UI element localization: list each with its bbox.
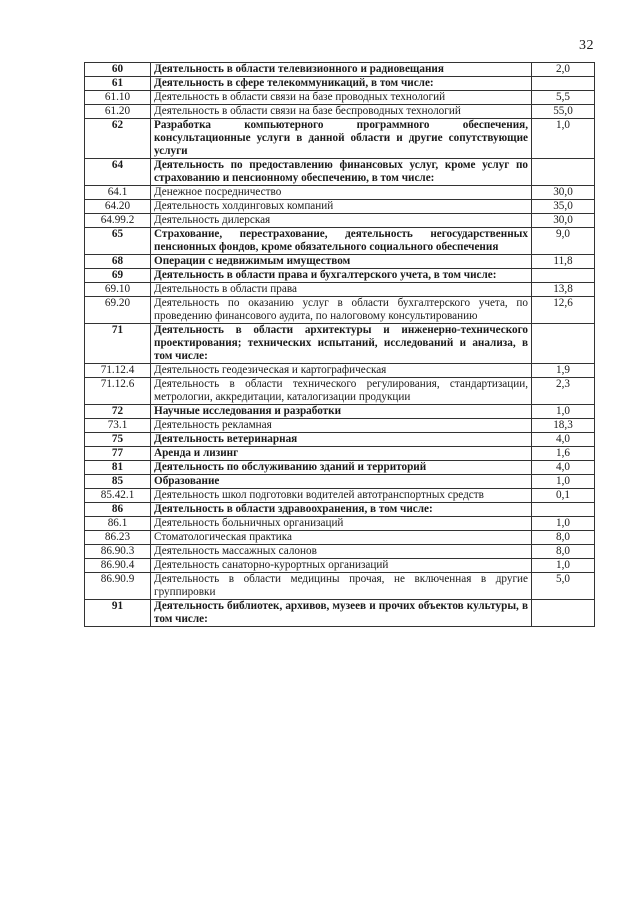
activity-description: Деятельность в сфере телекоммуникаций, в том числе: — [151, 77, 532, 91]
page-number: 32 — [579, 38, 594, 53]
activity-value — [532, 503, 595, 517]
activity-value: 1,0 — [532, 517, 595, 531]
activity-code: 64.1 — [85, 186, 151, 200]
activity-code: 61.10 — [85, 91, 151, 105]
activity-description: Деятельность санаторно-курортных организаций — [151, 559, 532, 573]
activity-code: 86.23 — [85, 531, 151, 545]
activity-value: 1,6 — [532, 447, 595, 461]
activity-value — [532, 77, 595, 91]
activity-value: 5,0 — [532, 573, 595, 600]
activity-value: 4,0 — [532, 433, 595, 447]
activity-description: Деятельность в области технического регулирования, стандартизации, метрологии, аккредитации, каталогизации продукции — [151, 378, 532, 405]
activity-value: 8,0 — [532, 531, 595, 545]
activity-description: Деятельность ветеринарная — [151, 433, 532, 447]
activity-code: 64.20 — [85, 200, 151, 214]
table-row — [85, 297, 595, 324]
activity-description: Деятельность в области связи на базе беспроводных технологий — [151, 105, 532, 119]
table-row — [85, 461, 595, 475]
activity-description: Деятельность школ подготовки водителей автотранспортных средств — [151, 489, 532, 503]
activity-code: 65 — [85, 228, 151, 255]
table-row — [85, 531, 595, 545]
table-row — [85, 200, 595, 214]
activity-code: 86.90.9 — [85, 573, 151, 600]
table-row — [85, 119, 595, 159]
activity-description: Деятельность в области телевизионного и радиовещания — [151, 63, 532, 77]
activity-code: 71.12.4 — [85, 364, 151, 378]
activity-description: Деятельность по оказанию услуг в области бухгалтерского учета, по проведению финансового аудита, по налоговому консультированию — [151, 297, 532, 324]
table-row — [85, 269, 595, 283]
activity-value: 2,0 — [532, 63, 595, 77]
activity-value — [532, 159, 595, 186]
activity-code: 69.20 — [85, 297, 151, 324]
activity-value: 1,0 — [532, 475, 595, 489]
activity-code: 71 — [85, 324, 151, 364]
table-row — [85, 255, 595, 269]
activity-code: 81 — [85, 461, 151, 475]
table-body — [85, 63, 595, 627]
table-row — [85, 105, 595, 119]
activity-code: 91 — [85, 600, 151, 627]
activity-code: 60 — [85, 63, 151, 77]
table-row — [85, 573, 595, 600]
activity-code: 64 — [85, 159, 151, 186]
activity-description: Деятельность в области права — [151, 283, 532, 297]
table-row — [85, 545, 595, 559]
table-row — [85, 228, 595, 255]
activity-code: 86.90.3 — [85, 545, 151, 559]
activity-code: 85.42.1 — [85, 489, 151, 503]
table-row — [85, 186, 595, 200]
activity-description: Деятельность по предоставлению финансовых услуг, кроме услуг по страхованию и пенсионному обеспечению, в том числе: — [151, 159, 532, 186]
activity-code: 61.20 — [85, 105, 151, 119]
activity-value: 1,0 — [532, 405, 595, 419]
activity-value: 8,0 — [532, 545, 595, 559]
activity-value: 1,0 — [532, 559, 595, 573]
activity-code: 73.1 — [85, 419, 151, 433]
activity-value: 55,0 — [532, 105, 595, 119]
activity-value: 11,8 — [532, 255, 595, 269]
activity-code: 86 — [85, 503, 151, 517]
activity-code: 61 — [85, 77, 151, 91]
table-row — [85, 559, 595, 573]
activity-description: Деятельность в области здравоохранения, в том числе: — [151, 503, 532, 517]
activity-value: 30,0 — [532, 186, 595, 200]
activity-description: Деятельность библиотек, архивов, музеев и прочих объектов культуры, в том числе: — [151, 600, 532, 627]
activity-value: 4,0 — [532, 461, 595, 475]
activity-description: Денежное посредничество — [151, 186, 532, 200]
activity-code: 69.10 — [85, 283, 151, 297]
activity-value: 0,1 — [532, 489, 595, 503]
activity-code: 64.99.2 — [85, 214, 151, 228]
activity-description: Научные исследования и разработки — [151, 405, 532, 419]
activity-value: 9,0 — [532, 228, 595, 255]
activity-value: 1,0 — [532, 119, 595, 159]
activity-value — [532, 600, 595, 627]
table-row — [85, 405, 595, 419]
activity-description: Деятельность в области связи на базе проводных технологий — [151, 91, 532, 105]
table-row — [85, 159, 595, 186]
table-row — [85, 433, 595, 447]
table-row — [85, 364, 595, 378]
table-row — [85, 324, 595, 364]
activity-description: Деятельность рекламная — [151, 419, 532, 433]
table-row — [85, 600, 595, 627]
activity-description: Страхование, перестрахование, деятельность негосударственных пенсионных фондов, кроме обязательного социального обеспечения — [151, 228, 532, 255]
activity-description: Деятельность по обслуживанию зданий и территорий — [151, 461, 532, 475]
activity-value: 5,5 — [532, 91, 595, 105]
activity-value: 12,6 — [532, 297, 595, 324]
activity-value: 1,9 — [532, 364, 595, 378]
activity-value: 18,3 — [532, 419, 595, 433]
table-row — [85, 503, 595, 517]
table-row — [85, 475, 595, 489]
activity-description: Деятельность в области архитектуры и инженерно-технического проектирования; технических испытаний, исследований и анализа, в том числе: — [151, 324, 532, 364]
table-row — [85, 283, 595, 297]
activity-description: Деятельность больничных организаций — [151, 517, 532, 531]
activity-description: Деятельность дилерская — [151, 214, 532, 228]
activity-code: 75 — [85, 433, 151, 447]
activity-description: Образование — [151, 475, 532, 489]
table-row — [85, 63, 595, 77]
table-row — [85, 214, 595, 228]
activity-description: Деятельность геодезическая и картографическая — [151, 364, 532, 378]
activity-description: Деятельность в области права и бухгалтерского учета, в том числе: — [151, 269, 532, 283]
table-row — [85, 489, 595, 503]
activity-value: 30,0 — [532, 214, 595, 228]
activity-code: 77 — [85, 447, 151, 461]
table-row — [85, 419, 595, 433]
activity-value — [532, 269, 595, 283]
table-row — [85, 77, 595, 91]
activity-description: Деятельность в области медицины прочая, не включенная в другие группировки — [151, 573, 532, 600]
table-row — [85, 517, 595, 531]
activity-description: Стоматологическая практика — [151, 531, 532, 545]
activity-value — [532, 324, 595, 364]
table-row — [85, 91, 595, 105]
activity-code: 69 — [85, 269, 151, 283]
activity-table — [84, 62, 595, 627]
activity-description: Операции с недвижимым имуществом — [151, 255, 532, 269]
activity-code: 68 — [85, 255, 151, 269]
activity-code: 72 — [85, 405, 151, 419]
activity-value: 13,8 — [532, 283, 595, 297]
table-row — [85, 378, 595, 405]
activity-code: 86.90.4 — [85, 559, 151, 573]
activity-value: 35,0 — [532, 200, 595, 214]
activity-description: Аренда и лизинг — [151, 447, 532, 461]
activity-code: 71.12.6 — [85, 378, 151, 405]
activity-code: 85 — [85, 475, 151, 489]
activity-description: Разработка компьютерного программного обеспечения, консультационные услуги в данной области и другие сопутствующие услуги — [151, 119, 532, 159]
activity-description: Деятельность массажных салонов — [151, 545, 532, 559]
table-row — [85, 447, 595, 461]
activity-code: 62 — [85, 119, 151, 159]
activity-value: 2,3 — [532, 378, 595, 405]
activity-description: Деятельность холдинговых компаний — [151, 200, 532, 214]
activity-code: 86.1 — [85, 517, 151, 531]
